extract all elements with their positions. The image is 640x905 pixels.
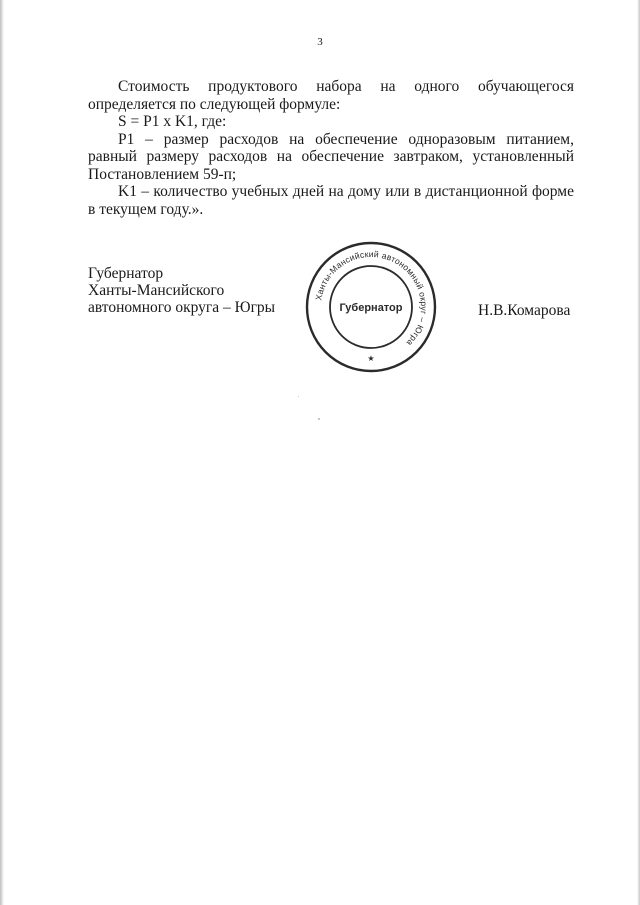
governor-title-line: Ханты-Мансийского: [88, 282, 225, 299]
governor-title-line: Губернатор: [88, 265, 164, 282]
seal-center-text: Губернатор: [339, 302, 403, 314]
official-seal-stamp: [304, 240, 438, 374]
paragraph-p1-definition: P1 – размер расходов на обеспечение одноразовым питанием, равный размеру расходов на обеспечение завтраком, установленный Постановлением 59-п;: [88, 130, 574, 183]
governor-title-line: автономного округа – Югры: [88, 299, 276, 316]
scan-speck: [298, 396, 299, 397]
governor-title: [88, 265, 275, 316]
scan-speck: [318, 418, 320, 420]
paragraph-cost-definition: Стоимость продуктового набора на одного обучающегося определяется по следующей формуле:: [88, 78, 574, 113]
seal-star-icon: ★: [367, 354, 375, 363]
signatory-name: Н.В.Комарова: [478, 302, 571, 319]
page-number: 3: [317, 36, 323, 48]
paragraph-k1-definition: K1 – количество учебных дней на дому или в дистанционной форме в текущем году.».: [88, 183, 574, 218]
paragraph-formula: S = P1 x K1, где:: [118, 113, 227, 130]
seal-ring-text: Ханты-Мансийский автономный округ – Югра: [313, 248, 430, 349]
